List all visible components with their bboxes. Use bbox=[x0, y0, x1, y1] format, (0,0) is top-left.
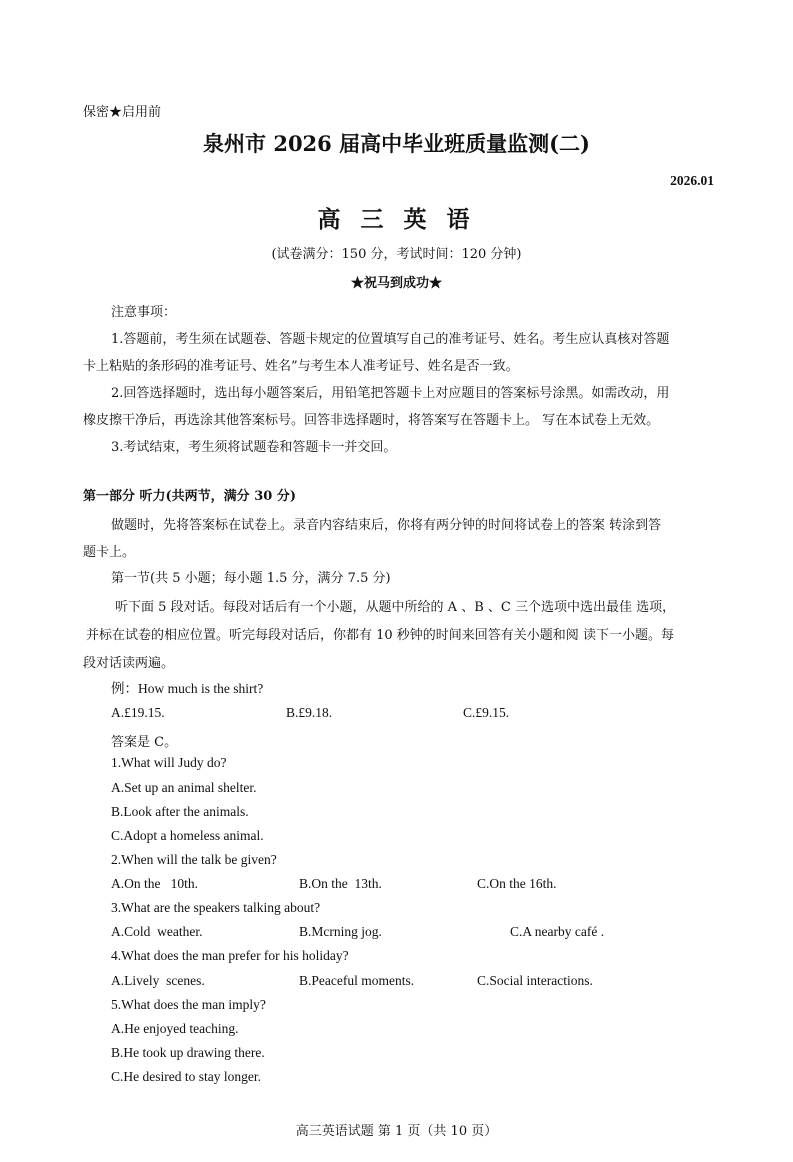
q4-option-b: B.Peaceful moments. bbox=[299, 973, 415, 988]
q3-stem: 3.What are the speakers talking about? bbox=[111, 900, 321, 915]
part1-intro-line-1: 做题时，先将答案标在试卷上。录音内容结束后，你将有两分钟的时间将试卷上的答案 转涂到答 bbox=[111, 518, 662, 533]
q4-option-c: C.Social interactions. bbox=[477, 973, 593, 988]
q5-stem: 5.What does the man imply? bbox=[111, 997, 266, 1012]
confidential-label: 保密★启用前 bbox=[83, 105, 162, 120]
q1-option-b: B.Look after the animals. bbox=[111, 804, 249, 819]
notice-item-3: 3.考试结束，考生须将试题卷和答题卡一并交回。 bbox=[111, 440, 397, 455]
q5-option-c: C.He desired to stay longer. bbox=[111, 1069, 261, 1084]
part1-heading: 第一部分 听力(共两节，满分 30 分) bbox=[83, 489, 296, 504]
page-footer: 高三英语试题 第 1 页（共 10 页） bbox=[295, 1124, 498, 1139]
q5-option-b: B.He took up drawing there. bbox=[111, 1045, 265, 1060]
example-question: 例：How much is the shirt? bbox=[111, 681, 264, 696]
example-option-b: B.£9.18. bbox=[286, 705, 333, 720]
q1-stem: 1.What will Judy do? bbox=[111, 755, 227, 770]
section1-heading: 第一节(共 5 小题；每小题 1.5 分，满分 7.5 分) bbox=[111, 571, 391, 586]
q2-stem: 2.When will the talk be given? bbox=[111, 852, 277, 867]
section1-instruction-line-2: 并标在试卷的相应位置。听完每段对话后，你都有 10 秒钟的时间来回答有关小题和阅 读下一小题。每 bbox=[86, 628, 674, 643]
subject-title: 高 三 英 语 bbox=[317, 206, 476, 233]
q5-option-a: A.He enjoyed teaching. bbox=[111, 1021, 239, 1036]
part1-intro-line-2: 题卡上。 bbox=[83, 545, 136, 560]
q4-stem: 4.What does the man prefer for his holiday? bbox=[111, 948, 349, 963]
q3-option-b: B.Mcrning jog. bbox=[299, 924, 382, 939]
section1-instruction-line-1: 听下面 5 段对话。每段对话后有一个小题，从题中所给的 A 、B 、C 三个选项中选出最佳 选项， bbox=[115, 600, 676, 615]
notice-item-2-line-2: 橡皮擦干净后，再选涂其他答案标号。回答非选择题时，将答案写在答题卡上。 写在本试卷上无效。 bbox=[83, 413, 660, 428]
q1-option-a: A.Set up an animal shelter. bbox=[111, 780, 257, 795]
q3-option-c: C.A nearby café . bbox=[510, 924, 605, 939]
notice-item-1-line-1: 1.答题前，考生须在试题卷、答题卡规定的位置填写自己的准考证号、姓名。考生应认真核对答题 bbox=[111, 332, 670, 347]
exam-date: 2026.01 bbox=[670, 173, 714, 188]
example-option-c: C.£9.15. bbox=[463, 705, 510, 720]
q3-option-a: A.Cold weather. bbox=[111, 924, 203, 939]
q4-option-a: A.Lively scenes. bbox=[111, 973, 205, 988]
notice-item-1-line-2: 卡上粘贴的条形码的准考证号、姓名”与考生本人准考证号、姓名是否一致。 bbox=[83, 359, 519, 374]
notice-heading: 注意事项： bbox=[111, 305, 177, 320]
example-answer: 答案是 C。 bbox=[111, 735, 178, 750]
section1-instruction-line-3: 段对话读两遍。 bbox=[83, 656, 175, 671]
exam-info: (试卷满分：150 分，考试时间：120 分钟) bbox=[271, 247, 522, 262]
q2-option-a: A.On the 10th. bbox=[111, 876, 198, 891]
q2-option-b: B.On the 13th. bbox=[299, 876, 382, 891]
notice-item-2-line-1: 2.回答选择题时，选出每小题答案后，用铅笔把答题卡上对应题目的答案标号涂黑。如需改动，用 bbox=[111, 386, 670, 401]
blessing-text: ★祝马到成功★ bbox=[350, 276, 442, 291]
exam-title: 泉州市 2026 届高中毕业班质量监测(二) bbox=[203, 131, 590, 156]
q1-option-c: C.Adopt a homeless animal. bbox=[111, 828, 264, 843]
q2-option-c: C.On the 16th. bbox=[477, 876, 557, 891]
example-option-a: A.£19.15. bbox=[111, 705, 165, 720]
